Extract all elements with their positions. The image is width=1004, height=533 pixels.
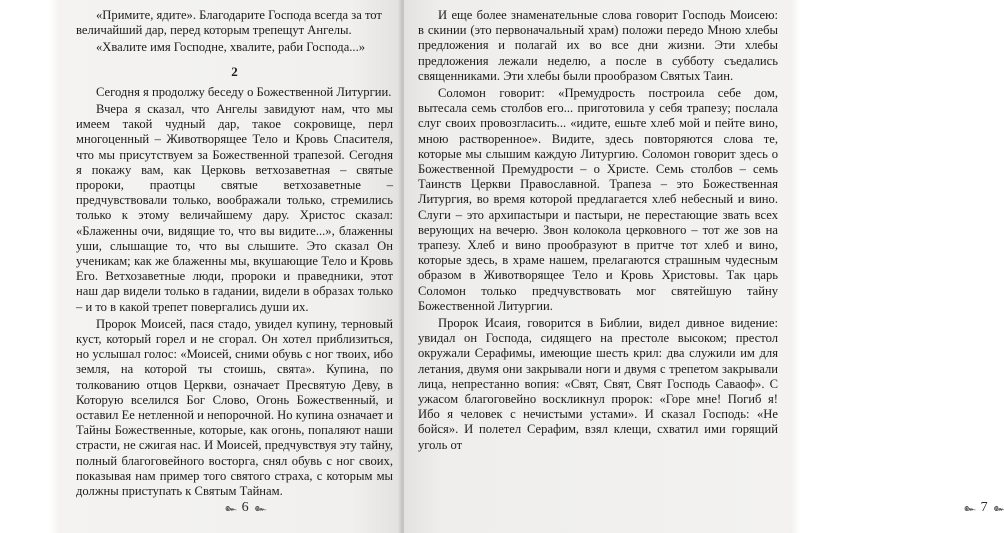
left-paragraph-3: Пророк Моисей, пася стадо, увидел купину, терновый куст, который горел и не сгорал. Он хотел приблизиться, но услышал голос: «Моисей, сними обувь с ног твоих, ибо земля, на которой ты стоишь, свята». Купина, по толкованию отцов Церкви, означает Пресвятую Деву, в Которую вселился Бог Слово, Огонь Божественный, и оставил Ее нетленной и непорочной. Но купина означает и Тайны Божественные, которые, как огонь, попаляют наши страсти, не сжигая нас. И Моисей, предчувствуя эту тайну, полный благоговейного восторга, снял обувь с ног своих, показывая нам пример того святого страха, с которым мы должны приступать к Святым Тайнам. (76, 316, 393, 499)
left-paragraph-1: Сегодня я продолжу беседу о Божественной Литургии. (96, 84, 392, 99)
right-page-number: 7 (980, 500, 988, 515)
right-page (404, 0, 1004, 533)
right-folio (964, 500, 1004, 516)
right-paragraph-1: И еще более знаменательные слова говорит Господь Моисею: в скинии (это первоначальный храм) положи передо Мною хлебы предложения и полагай их во все дни жизни. Эти хлебы предложения лежали неделю, а после в субботу съедались священниками. Эти хлебы были прообразом Святых Таин. (418, 8, 778, 83)
left-top-line-3: «Хвалите имя Господне, хвалите, раби Господа...» (96, 40, 366, 55)
left-page (60, 0, 402, 533)
section-number: 2 (231, 63, 238, 79)
right-paragraph-3: Пророк Исаия, говорится в Библии, видел дивное видение: увидал он Господа, сидящего на престоле высоком; престол окружали Серафимы, имеющие шесть крил: два служили им для летания, двумя они закрывали ноги и двумя с трепетом закрывали лица, непрестанно вопия: «Свят, Свят, Свят Господь Саваоф». С ужасом благоговейно воскликнул пророк: «Горе мне! Погиб я! Ибо я человек с нечистыми устами». И сказал Господь: «Не бойся». И полетел Серафим, взял клещи, схватил ими горящий уголь от (418, 316, 778, 452)
left-top-line-2: величайший дар, перед которым трепещут Ангелы. (76, 23, 352, 38)
left-top-line-1: «Примите, ядите». Благодарите Господа всегда за тот (96, 8, 382, 22)
left-paragraph-2: Вчера я сказал, что Ангелы завидуют нам, что мы имеем такой чудный дар, такое сокровище, перл многоценный – Животворящее Тело и Кровь Спасителя, что мы присутствуем за Божественной трапезой. Сегодня я покажу вам, как Церковь ветхозаветная – святые пророки, праотцы святые ветхозаветные – предчувствовали только, воображали только, стремились только к этому величайшему дару. Христос сказал: «Блаженны очи, видящие то, что вы видите...», блаженны уши, слышащие то, что вы слышите. Это сказал Он ученикам; как же блаженны мы, вкушающие Тело и Кровь Его. Ветхозаветные люди, пророки и праведники, этот наш дар видели только в гадании, видели в образах только – и то в какой трепет повергались души их. (76, 102, 393, 314)
right-page-text (418, 8, 778, 453)
left-ornament-after: ๛ (254, 502, 266, 514)
right-paragraph-2: Соломон говорит: «Премудрость построила себе дом, вытесала семь столбов его... приготовила у себя трапезу; послала слуг своих провозгласить... «идите, ешьте хлеб мой и пейте вино, мною растворенное». Видите, здесь повторяются слова те, которые мы слышим каждую Литургию. Соломон говорит здесь о Божественной Премудрости – о Христе. Семь столбов – семь Таинств Церкви Православной. Трапеза – это Божественная Литургия, во время которой предлагается хлеб небесный и вино. Слуги – это архипастыри и пастыри, не перестающие звать всех верующих на вечерю. Звон колокола церковного – тот же зов на трапезу. Хлеб и вино прообразуют в притче тот хлеб и вино, которые здесь, в храме нашем, прелагаются страшным чудесным образом в Животворящее Тело и Кровь Христовы. Так царь Соломон только предчувствовать мог святейшую тайну Божественной Литургии. (418, 86, 778, 313)
right-ornament-after: ๛ (993, 502, 1004, 514)
left-page-text (76, 8, 393, 499)
left-ornament-before: ๛ (225, 502, 236, 514)
left-page-number: 6 (241, 500, 249, 515)
left-folio (225, 500, 265, 516)
right-ornament-before: ๛ (964, 502, 975, 514)
